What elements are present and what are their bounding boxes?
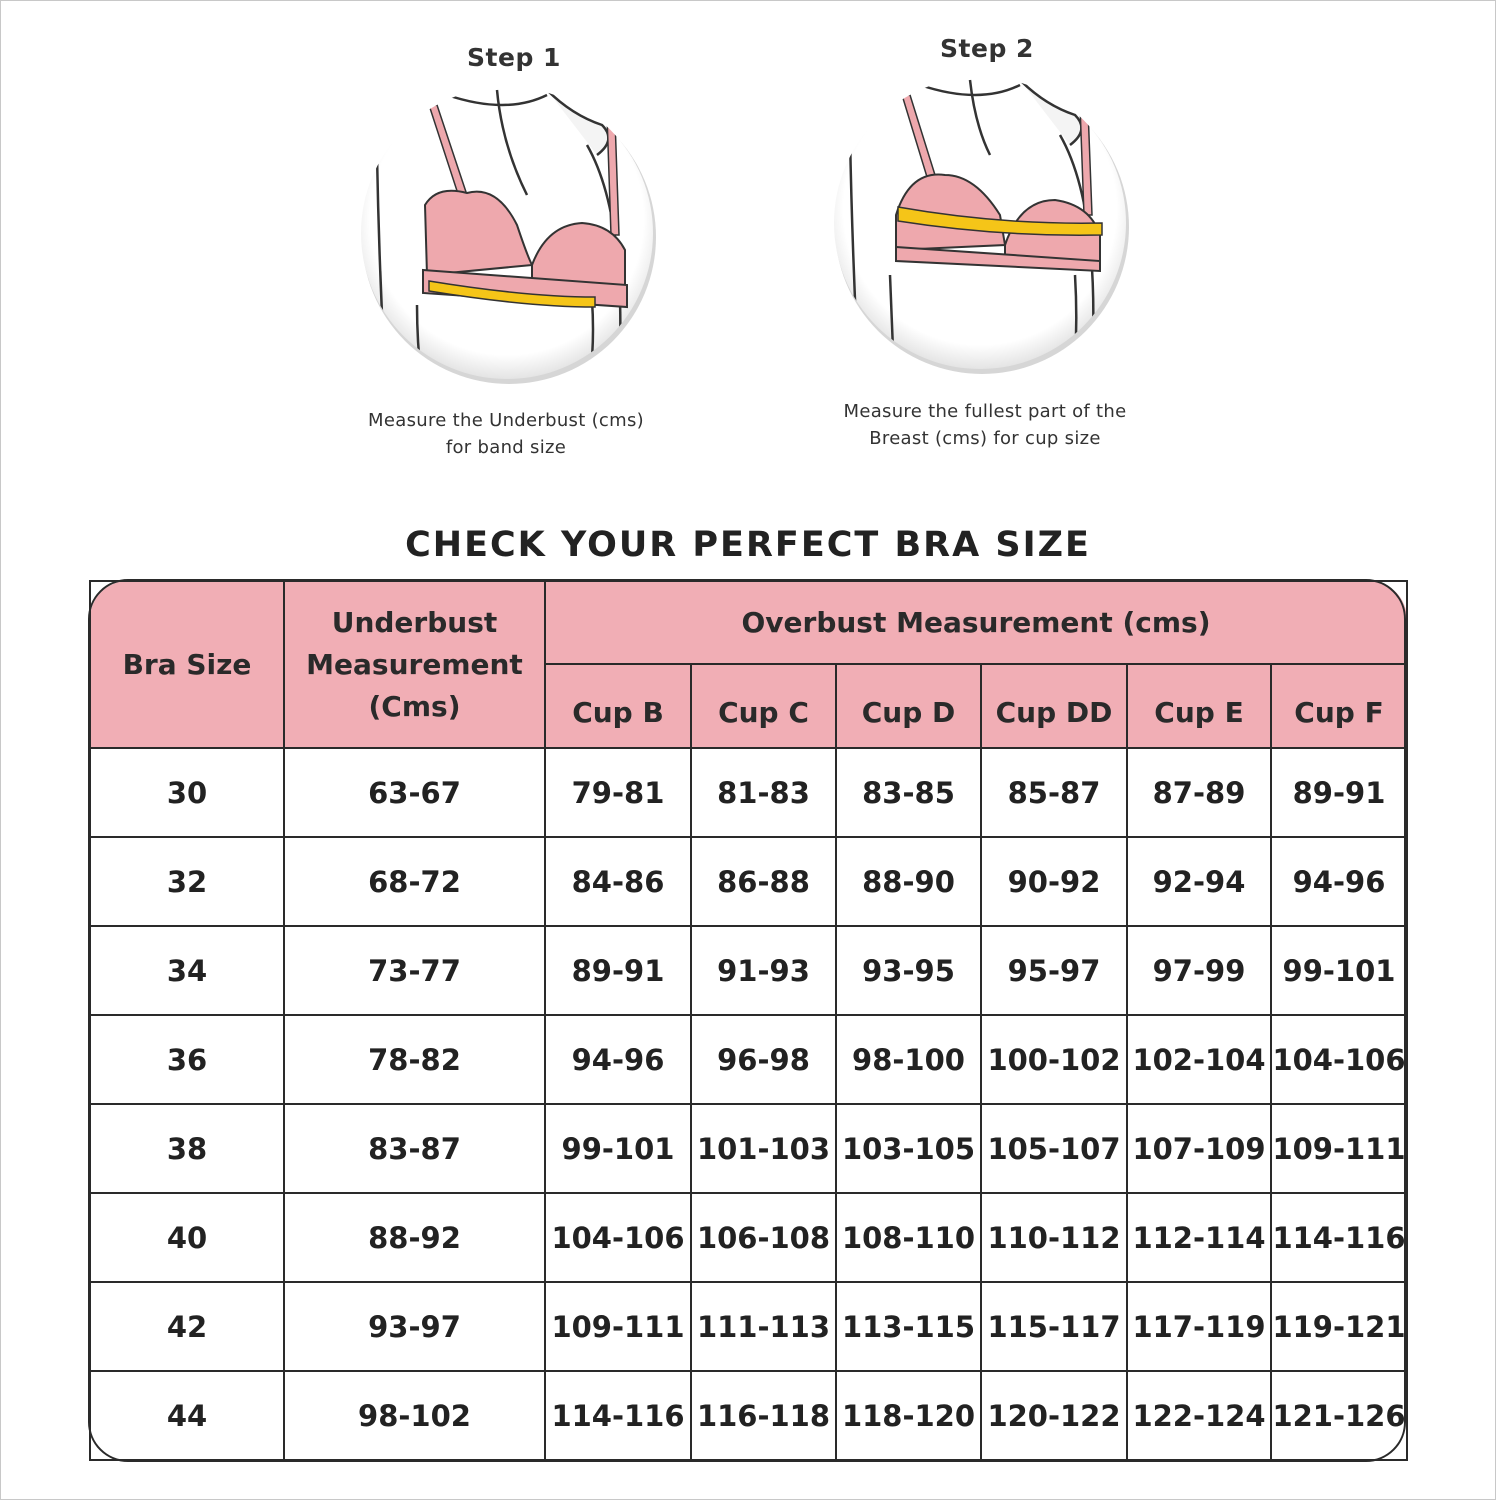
cell-cup-value: 114-116: [545, 1371, 691, 1460]
table-row: [90, 837, 1407, 926]
cell-cup-value: 99-101: [545, 1104, 691, 1193]
step-2-caption-line-2: Breast (cms) for cup size: [869, 428, 1101, 449]
header-bra-size: [90, 581, 284, 748]
cell-underbust: 78-82: [284, 1015, 545, 1104]
cell-cup-value: 115-117: [981, 1282, 1127, 1371]
cell-underbust: 93-97: [284, 1282, 545, 1371]
step-1-title: Step 1: [467, 43, 561, 72]
table-row: [90, 1282, 1407, 1371]
size-chart-title: CHECK YOUR PERFECT BRA SIZE: [405, 525, 1091, 565]
step-1-caption-line-2: for band size: [445, 437, 567, 458]
cell-cup-value: 94-96: [545, 1015, 691, 1104]
cell-cup-value: 91-93: [691, 926, 836, 1015]
cell-cup-value: 81-83: [691, 748, 836, 837]
cell-cup-value: 121-126: [1271, 1371, 1407, 1460]
cell-underbust: 68-72: [284, 837, 545, 926]
cell-bra-size: 42: [90, 1282, 284, 1371]
cell-cup-value: 88-90: [836, 837, 981, 926]
cell-cup-value: 90-92: [981, 837, 1127, 926]
bra-size-table: [89, 580, 1408, 1461]
table-row: [90, 748, 1407, 837]
header-underbust-line-2: Measurement: [306, 647, 523, 681]
cell-cup-value: 89-91: [545, 926, 691, 1015]
step-2-title-block: [807, 34, 1167, 63]
cell-underbust: 63-67: [284, 748, 545, 837]
cell-cup-value: 101-103: [691, 1104, 836, 1193]
header-cup: Cup C: [691, 664, 836, 748]
cell-cup-value: 102-104: [1127, 1015, 1271, 1104]
cell-bra-size: 30: [90, 748, 284, 837]
cell-cup-value: 97-99: [1127, 926, 1271, 1015]
cell-cup-value: 107-109: [1127, 1104, 1271, 1193]
cell-cup-value: 104-106: [1271, 1015, 1407, 1104]
cell-cup-value: 103-105: [836, 1104, 981, 1193]
header-cup: Cup B: [545, 664, 691, 748]
cell-cup-value: 99-101: [1271, 926, 1407, 1015]
cell-cup-value: 119-121: [1271, 1282, 1407, 1371]
table-row: [90, 926, 1407, 1015]
cell-cup-value: 117-119: [1127, 1282, 1271, 1371]
cell-bra-size: 38: [90, 1104, 284, 1193]
cell-cup-value: 105-107: [981, 1104, 1127, 1193]
table-row: [90, 1015, 1407, 1104]
cell-cup-value: 79-81: [545, 748, 691, 837]
table-row: [90, 1104, 1407, 1193]
cell-cup-value: 104-106: [545, 1193, 691, 1282]
cell-cup-value: 86-88: [691, 837, 836, 926]
step-1-caption-line-1: Measure the Underbust (cms): [368, 410, 644, 431]
cell-cup-value: 100-102: [981, 1015, 1127, 1104]
header-cup: Cup E: [1127, 664, 1271, 748]
cell-cup-value: 112-114: [1127, 1193, 1271, 1282]
cell-cup-value: 95-97: [981, 926, 1127, 1015]
cell-cup-value: 122-124: [1127, 1371, 1271, 1460]
header-cup: Cup DD: [981, 664, 1127, 748]
step-2-title: Step 2: [940, 34, 1034, 63]
cell-underbust: 88-92: [284, 1193, 545, 1282]
cell-cup-value: 110-112: [981, 1193, 1127, 1282]
cell-cup-value: 98-100: [836, 1015, 981, 1104]
cell-cup-value: 85-87: [981, 748, 1127, 837]
cell-bra-size: 36: [90, 1015, 284, 1104]
cell-cup-value: 116-118: [691, 1371, 836, 1460]
step-1-caption-block: [326, 407, 686, 461]
table-row: [90, 1371, 1407, 1460]
step-2-caption-line-1: Measure the fullest part of the: [843, 401, 1127, 422]
cell-underbust: 83-87: [284, 1104, 545, 1193]
underbust-measure-illustration-icon: [357, 85, 657, 385]
cell-cup-value: 106-108: [691, 1193, 836, 1282]
header-cup: Cup F: [1271, 664, 1407, 748]
header-underbust-line-1: Underbust: [331, 605, 498, 639]
cell-cup-value: 92-94: [1127, 837, 1271, 926]
cell-cup-value: 94-96: [1271, 837, 1407, 926]
cell-bra-size: 34: [90, 926, 284, 1015]
cell-cup-value: 93-95: [836, 926, 981, 1015]
header-overbust: Overbust Measurement (cms): [545, 581, 1407, 664]
cell-cup-value: 108-110: [836, 1193, 981, 1282]
cell-cup-value: 109-111: [545, 1282, 691, 1371]
cell-bra-size: 40: [90, 1193, 284, 1282]
cell-cup-value: 120-122: [981, 1371, 1127, 1460]
header-cup: Cup D: [836, 664, 981, 748]
cell-cup-value: 87-89: [1127, 748, 1271, 837]
cell-cup-value: 113-115: [836, 1282, 981, 1371]
cell-cup-value: 118-120: [836, 1371, 981, 1460]
cell-cup-value: 89-91: [1271, 748, 1407, 837]
cell-underbust: 98-102: [284, 1371, 545, 1460]
header-underbust: [284, 581, 545, 748]
cell-cup-value: 84-86: [545, 837, 691, 926]
step-1-title-block: [334, 43, 694, 72]
table-row: [90, 1193, 1407, 1282]
cell-cup-value: 114-116: [1271, 1193, 1407, 1282]
header-underbust-line-3: (Cms): [368, 689, 461, 723]
cell-bra-size: 32: [90, 837, 284, 926]
cell-cup-value: 111-113: [691, 1282, 836, 1371]
cell-cup-value: 96-98: [691, 1015, 836, 1104]
step-2-caption-block: [805, 398, 1165, 452]
cell-cup-value: 83-85: [836, 748, 981, 837]
overbust-measure-illustration-icon: [830, 75, 1130, 375]
cell-bra-size: 44: [90, 1371, 284, 1460]
cell-underbust: 73-77: [284, 926, 545, 1015]
cell-cup-value: 109-111: [1271, 1104, 1407, 1193]
header-bra-size-label: Bra Size: [122, 647, 252, 681]
